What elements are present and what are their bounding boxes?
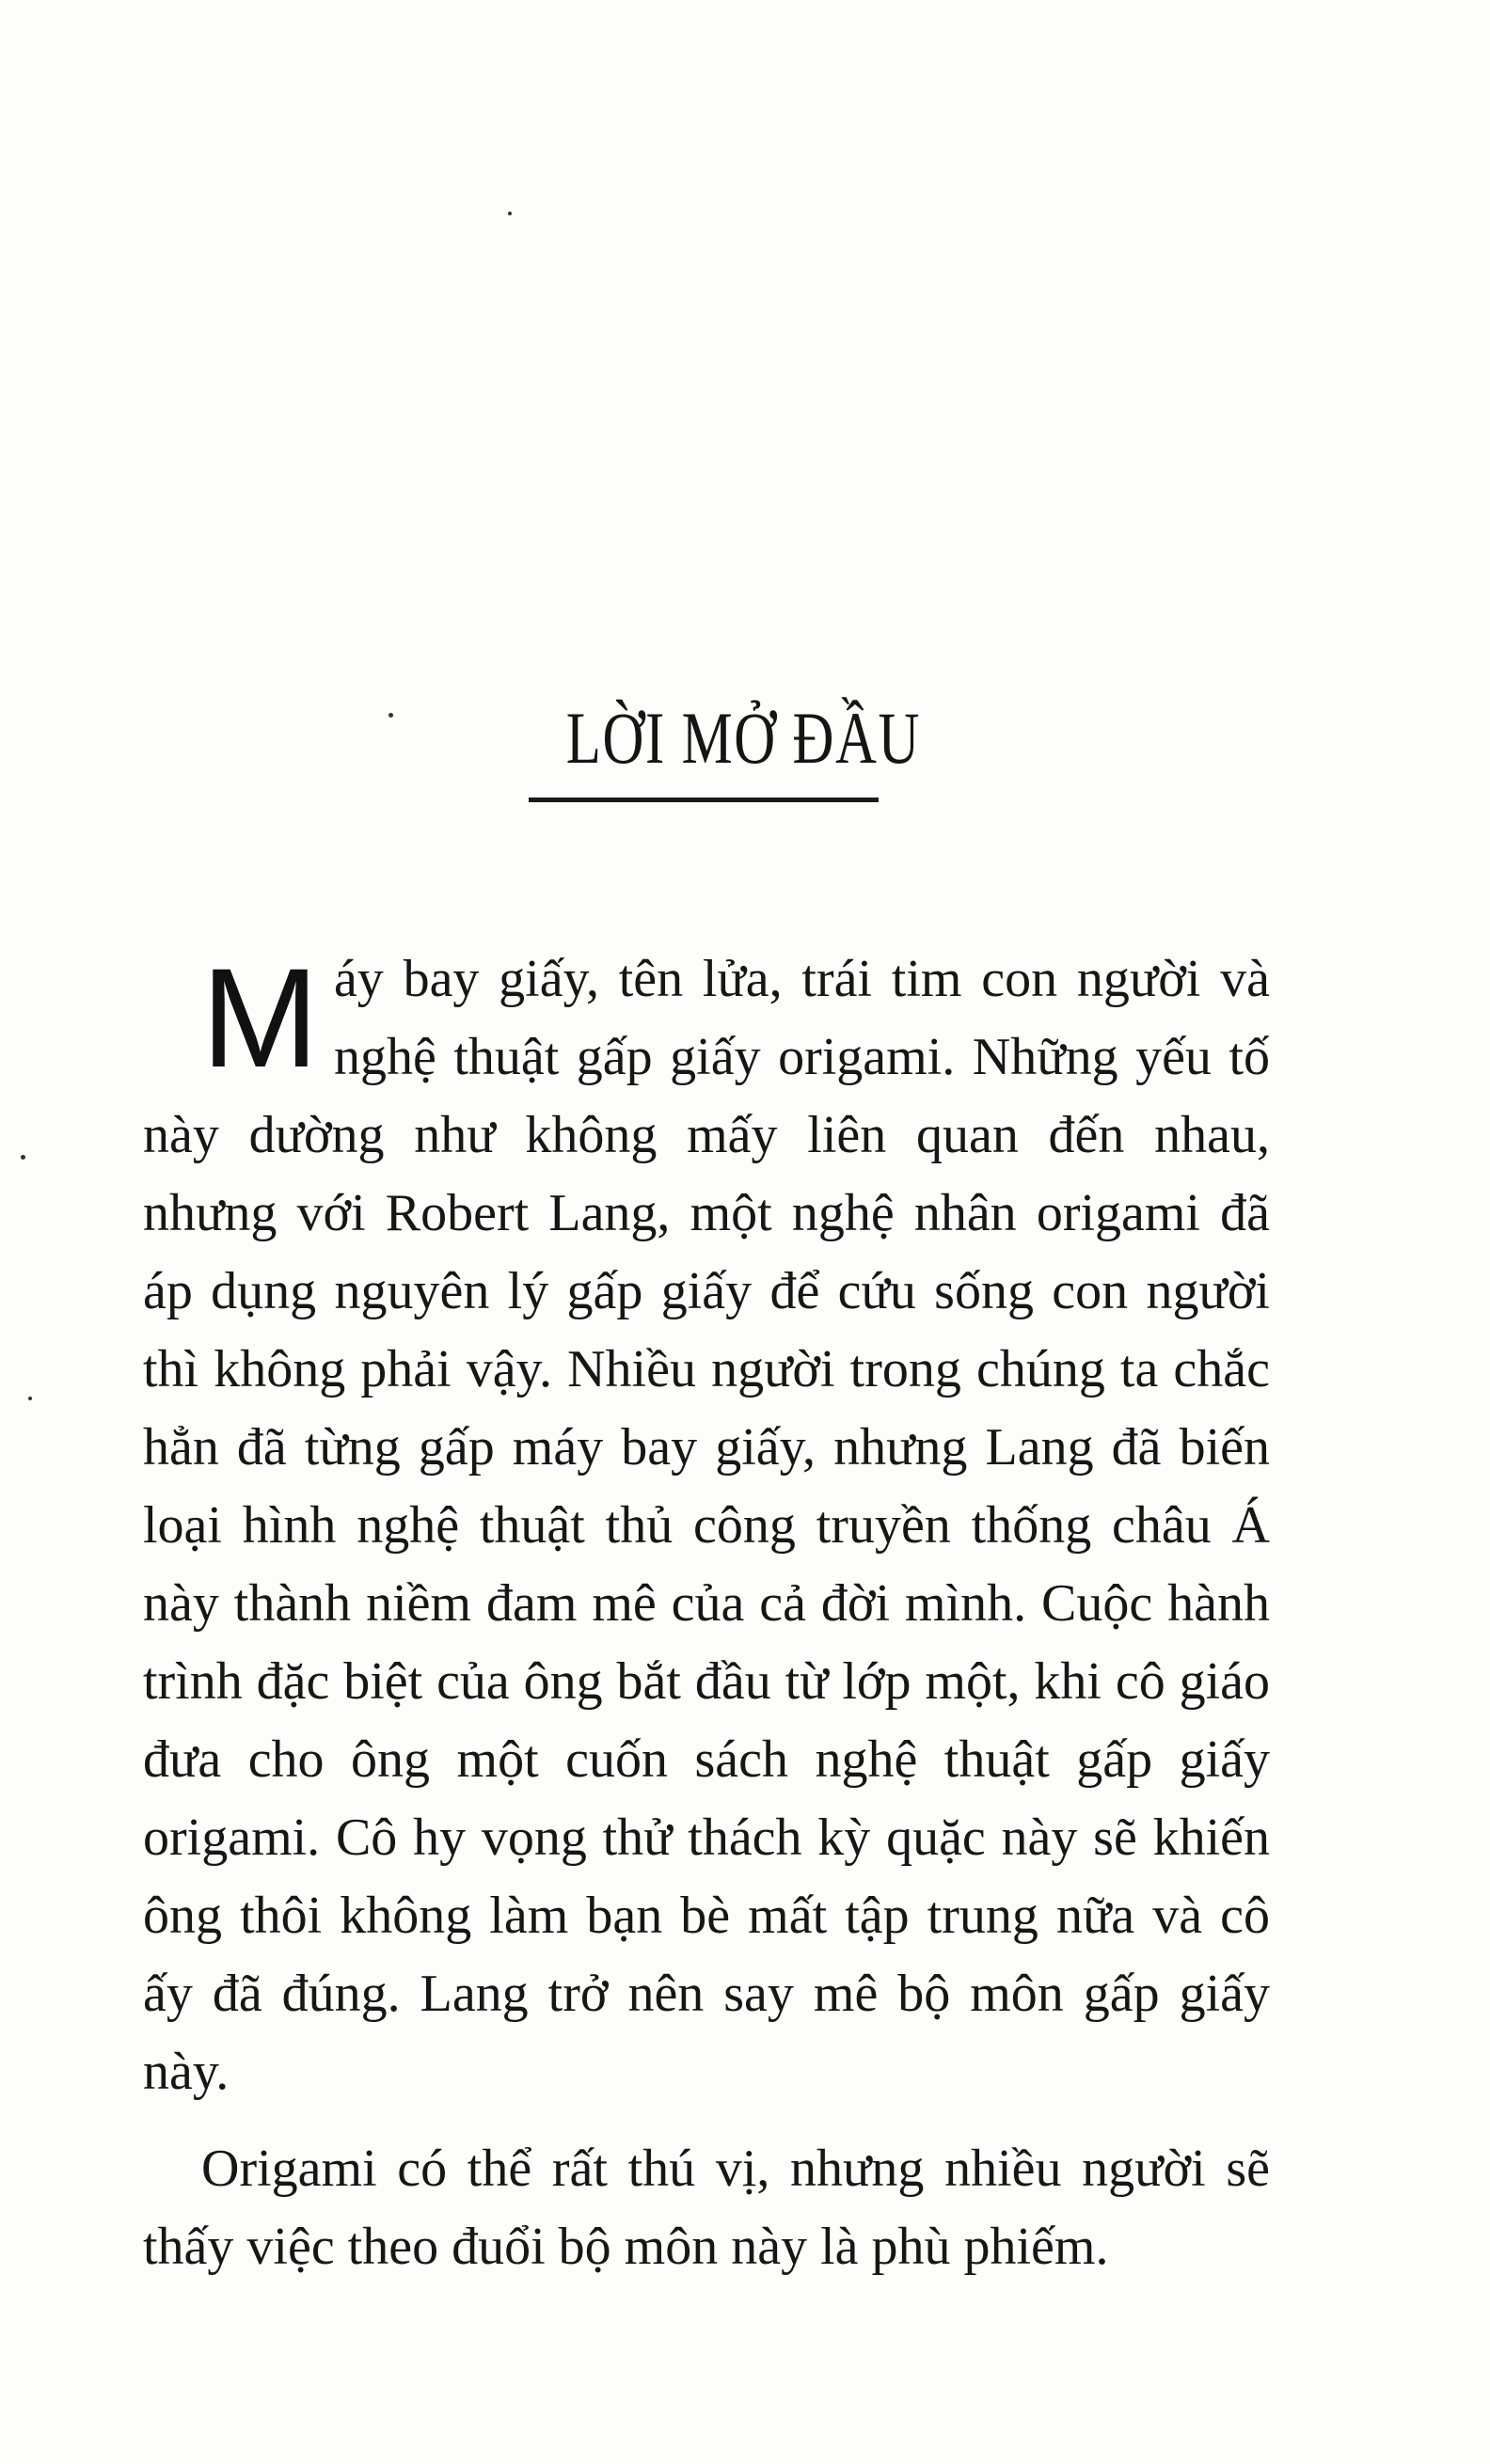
body-text bbox=[143, 940, 1270, 2286]
scan-speck bbox=[21, 1155, 25, 1160]
paragraph-2 bbox=[143, 2130, 1270, 2286]
chapter-heading-block bbox=[527, 696, 922, 781]
drop-cap: M bbox=[201, 939, 319, 1097]
scan-speck bbox=[388, 713, 393, 718]
paragraph-1-text: áy bay giấy, tên lửa, trái tim con người và nghệ thuật gấp giấy origami. Những yếu tố này dường như không mấy liên quan đến nhau, nhưng với Robert Lang, một nghệ nhân origami đã áp dụng nguyên lý gấp giấy để cứu sống con người thì không phải vậy. Nhiều người trong chúng ta chắc hẳn đã từng gấp máy bay giấy, nhưng Lang đã biến loại hình nghệ thuật thủ công truyền thống châu Á này thành niềm đam mê của cả đời mình. Cuộc hành trình đặc biệt của ông bắt đầu từ lớp một, khi cô giáo đưa cho ông một cuốn sách nghệ thuật gấp giấy origami. Cô hy vọng thử thách kỳ quặc này sẽ khiến ông thôi không làm bạn bè mất tập trung nữa và cô ấy đã đúng. Lang trở nên say mê bộ môn gấp giấy này. bbox=[143, 950, 1270, 2101]
scan-speck bbox=[28, 1397, 32, 1400]
chapter-heading: LỜI MỞ ĐẦU bbox=[565, 697, 922, 779]
heading-underline bbox=[529, 798, 879, 802]
paragraph-2-text: Origami có thể rất thú vị, nhưng nhiều người sẽ thấy việc theo đuổi bộ môn này là phù phiếm. bbox=[143, 2140, 1270, 2276]
scan-speck bbox=[508, 212, 512, 215]
paragraph-1 bbox=[143, 940, 1270, 2111]
